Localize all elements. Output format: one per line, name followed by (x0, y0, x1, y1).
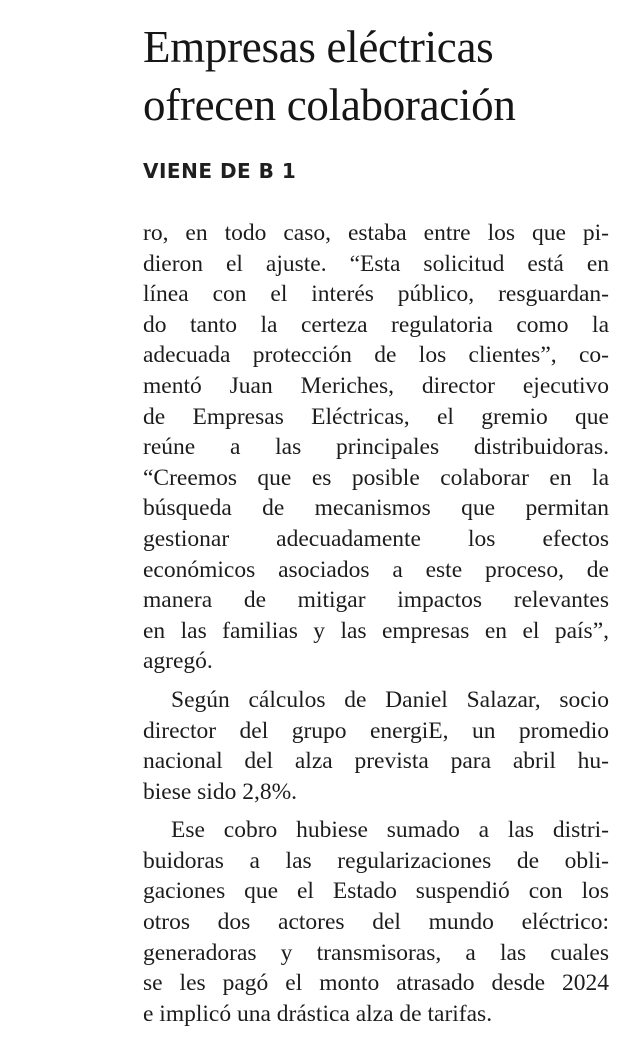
body-line: búsqueda de mecanismos que permitan (143, 495, 609, 522)
body-line: agregó. (143, 648, 213, 675)
body-line: “Creemos que es posible colaborar en la (143, 464, 609, 491)
body-line: reúne a las principales distribuidoras. (143, 434, 609, 461)
body-line: se les pagó el monto atrasado desde 2024 (143, 970, 609, 997)
body-line: manera de mitigar impactos relevantes (143, 587, 609, 614)
body-line: económicos asociados a este proceso, de (143, 556, 609, 583)
body-line: mentó Juan Meriches, director ejecutivo (143, 372, 609, 399)
body-line: generadoras y transmisoras, a las cuales (143, 939, 609, 966)
body-line: en las familias y las empresas en el país”, (143, 617, 609, 644)
body-line: línea con el interés público, resguardan- (143, 281, 609, 308)
headline-line-1: Empresas eléctricas (143, 22, 494, 72)
body-line: otros dos actores del mundo eléctrico: (143, 909, 609, 936)
body-line: Según cálculos de Daniel Salazar, socio (171, 686, 609, 713)
body-line: de Empresas Eléctricas, el gremio que (143, 403, 609, 430)
headline-line-2: ofrecen colaboración (143, 80, 516, 130)
headline (143, 18, 623, 134)
body-line: gaciones que el Estado suspendió con los (143, 878, 609, 905)
body-line: director del grupo energiE, un promedio (143, 717, 609, 744)
body-line: gestionar adecuadamente los efectos (143, 525, 609, 552)
body-line: Ese cobro hubiese sumado a las distri- (171, 817, 609, 844)
continued-from-label: VIENE DE B 1 (143, 159, 297, 183)
body-line: e implicó una drástica alza de tarifas. (143, 1000, 493, 1027)
body-line: do tanto la certeza regulatoria como la (143, 311, 609, 338)
article-body (143, 218, 609, 1029)
body-line: buidoras a las regularizaciones de obli- (143, 847, 609, 874)
body-line: nacional del alza prevista para abril hu- (143, 748, 609, 775)
body-line: ro, en todo caso, estaba entre los que pi- (143, 220, 609, 246)
body-line: adecuada protección de los clientes”, co- (143, 342, 609, 369)
body-line: biese sido 2,8%. (143, 778, 298, 805)
body-line: dieron el ajuste. “Esta solicitud está en (143, 250, 609, 277)
